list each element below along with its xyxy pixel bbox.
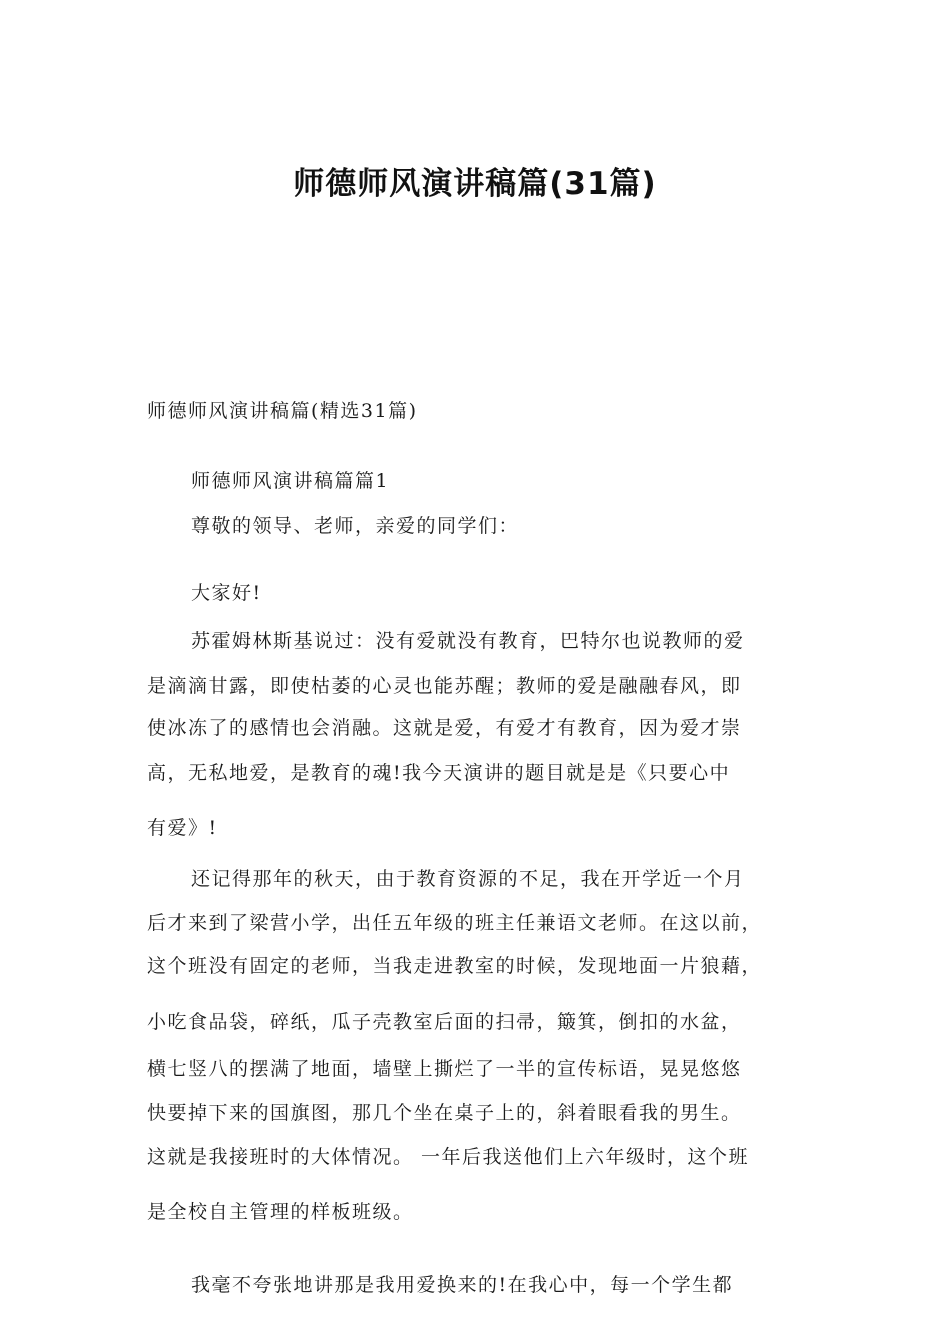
paragraph-line: 后才来到了梁营小学，出任五年级的班主任兼语文老师。在这以前，	[147, 912, 763, 934]
paragraph-line: 横七竖八的摆满了地面，墙壁上撕烂了一半的宣传标语，晃晃悠悠	[147, 1058, 742, 1080]
document-title: 师德师风演讲稿篇(31篇)	[293, 166, 657, 202]
paragraph-line: 小吃食品袋，碎纸，瓜子壳教室后面的扫帚，簸箕，倒扣的水盆，	[147, 1011, 742, 1033]
salutation: 尊敬的领导、老师，亲爱的同学们：	[191, 515, 520, 537]
paragraph-line: 还记得那年的秋天，由于教育资源的不足，我在开学近一个月	[191, 868, 745, 890]
paragraph-line: 我毫不夸张地讲那是我用爱换来的!在我心中，每一个学生都	[191, 1274, 734, 1296]
paragraph-line: 快要掉下来的国旗图，那几个坐在桌子上的，斜着眼看我的男生。	[147, 1102, 742, 1124]
paragraph-line: 是滴滴甘露，即使枯萎的心灵也能苏醒；教师的爱是融融春风，即	[147, 675, 742, 697]
section-heading: 师德师风演讲稿篇篇1	[191, 470, 390, 492]
paragraph-line: 这个班没有固定的老师，当我走进教室的时候，发现地面一片狼藉，	[147, 955, 763, 977]
paragraph-line: 这就是我接班时的大体情况。 一年后我送他们上六年级时，这个班	[147, 1146, 750, 1168]
document-subtitle: 师德师风演讲稿篇(精选31篇)	[147, 400, 418, 422]
paragraph-line: 是全校自主管理的样板班级。	[147, 1201, 414, 1223]
paragraph-line: 有爱》!	[147, 817, 218, 839]
greeting: 大家好!	[191, 582, 262, 604]
paragraph-line: 高，无私地爱，是教育的魂!我今天演讲的题目就是是《只要心中	[147, 762, 731, 784]
paragraph-line: 使冰冻了的感情也会消融。这就是爱，有爱才有教育，因为爱才崇	[147, 717, 742, 739]
paragraph-line: 苏霍姆林斯基说过：没有爱就没有教育，巴特尔也说教师的爱	[191, 630, 745, 652]
